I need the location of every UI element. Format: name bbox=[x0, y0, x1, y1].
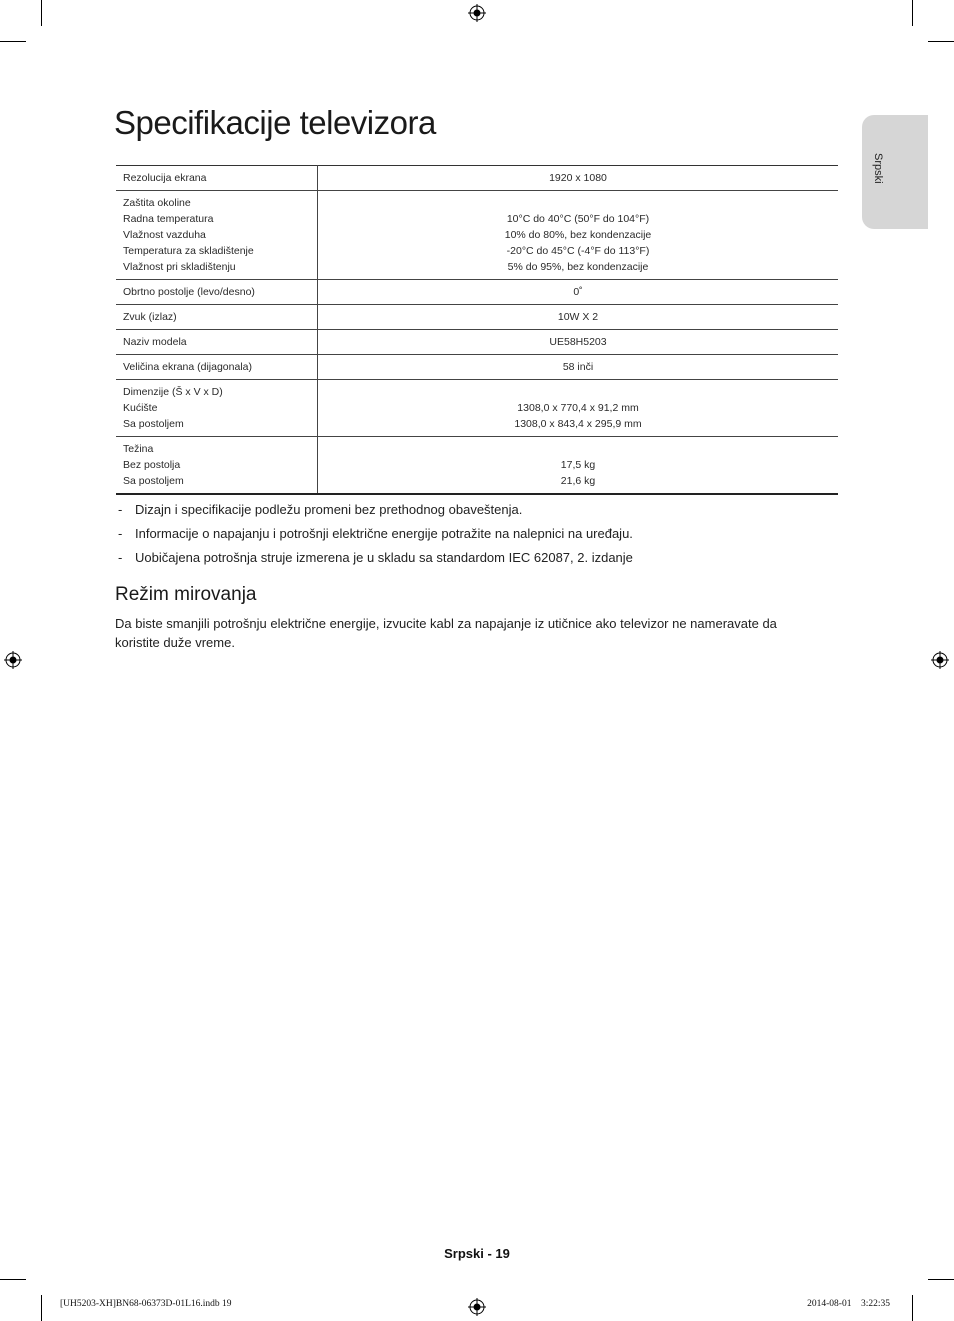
spec-value: 1308,0 x 770,4 x 91,2 mm bbox=[517, 402, 639, 414]
spec-label-cell bbox=[116, 166, 318, 191]
spec-label: Vlažnost vazduha bbox=[123, 229, 206, 241]
spec-row bbox=[116, 437, 838, 495]
dash-bullet-icon: - bbox=[118, 526, 123, 541]
crop-mark bbox=[928, 1279, 954, 1280]
spec-value-cell bbox=[318, 191, 839, 280]
note-text: Informacije o napajanju i potrošnji električne energije potražite na nalepnici na uređaju. bbox=[135, 526, 633, 541]
section-body: Da biste smanjili potrošnju električne energije, izvucite kabl za napajanje iz utičnice ako televizor ne nameravate da koristite duže vreme. bbox=[115, 616, 777, 650]
spec-value-cell bbox=[318, 437, 839, 495]
page-title: Specifikacije televizora bbox=[114, 104, 436, 141]
spec-value: 10°C do 40°C (50°F do 104°F) bbox=[506, 213, 650, 225]
spec-row bbox=[116, 191, 838, 280]
note-item bbox=[116, 498, 836, 522]
spec-value-cell bbox=[318, 280, 839, 305]
spec-value-cell bbox=[318, 380, 839, 437]
crop-mark bbox=[0, 1279, 26, 1280]
spec-value: 1920 x 1080 bbox=[549, 172, 607, 184]
spec-value: 10% do 80%, bez kondenzacije bbox=[504, 229, 652, 241]
crop-mark bbox=[41, 1295, 42, 1321]
dash-bullet-icon: - bbox=[118, 550, 123, 565]
spec-label: Vlažnost pri skladištenju bbox=[123, 261, 236, 273]
spec-label: Sa postoljem bbox=[123, 418, 184, 430]
spec-row bbox=[116, 330, 838, 355]
spec-label-cell bbox=[116, 330, 318, 355]
dash-bullet-icon: - bbox=[118, 502, 123, 517]
spec-label-cell bbox=[116, 280, 318, 305]
spec-value: UE58H5203 bbox=[549, 336, 607, 348]
spec-label: Sa postoljem bbox=[123, 475, 184, 487]
crop-mark bbox=[0, 41, 26, 42]
spec-table bbox=[116, 165, 838, 495]
crop-mark bbox=[928, 41, 954, 42]
spec-label-cell bbox=[116, 437, 318, 495]
spec-label-cell bbox=[116, 191, 318, 280]
crop-mark bbox=[41, 0, 42, 26]
spec-value-cell bbox=[318, 355, 839, 380]
crop-mark bbox=[912, 1295, 913, 1321]
spec-label: Bez postolja bbox=[123, 459, 181, 471]
spec-value: 5% do 95%, bez kondenzacije bbox=[507, 261, 649, 273]
note-text: Dizajn i specifikacije podležu promeni bez prethodnog obaveštenja. bbox=[135, 502, 523, 517]
spec-label: Naziv modela bbox=[123, 336, 187, 348]
spec-value: 58 inči bbox=[562, 361, 594, 373]
spec-label: Radna temperatura bbox=[123, 213, 214, 225]
spec-label-cell bbox=[116, 355, 318, 380]
registration-mark-icon bbox=[931, 651, 949, 669]
spec-value: 1308,0 x 843,4 x 295,9 mm bbox=[514, 418, 642, 430]
spec-label: Veličina ekrana (dijagonala) bbox=[123, 361, 252, 373]
footer-file-slug: [UH5203-XH]BN68-06373D-01L16.indb 19 bbox=[60, 1299, 232, 1309]
spec-value-cell bbox=[318, 305, 839, 330]
page-number: Srpski - 19 bbox=[444, 1246, 510, 1261]
language-tab bbox=[862, 115, 928, 229]
spec-label: Rezolucija ekrana bbox=[123, 172, 207, 184]
footer-date-slug: 2014-08-01 3:22:35 bbox=[807, 1299, 890, 1309]
section-heading: Režim mirovanja bbox=[115, 584, 257, 605]
registration-mark-icon bbox=[468, 1298, 486, 1316]
spec-value: 17,5 kg bbox=[560, 459, 596, 471]
spec-label: Zaštita okoline bbox=[123, 197, 191, 209]
notes-list bbox=[116, 498, 836, 570]
spec-value-cell bbox=[318, 166, 839, 191]
spec-value: 10W X 2 bbox=[557, 311, 599, 323]
spec-row bbox=[116, 380, 838, 437]
spec-label: Zvuk (izlaz) bbox=[123, 311, 177, 323]
spec-row bbox=[116, 355, 838, 380]
note-item bbox=[116, 522, 836, 546]
registration-mark-icon bbox=[468, 4, 486, 22]
spec-value: -20°C do 45°C (-4°F do 113°F) bbox=[506, 245, 650, 257]
crop-mark bbox=[912, 0, 913, 26]
spec-row bbox=[116, 305, 838, 330]
spec-row bbox=[116, 280, 838, 305]
spec-value-cell bbox=[318, 330, 839, 355]
spec-label: Temperatura za skladištenje bbox=[123, 245, 254, 257]
spec-label-cell bbox=[116, 380, 318, 437]
spec-label: Dimenzije (Š x V x D) bbox=[123, 386, 223, 398]
language-tab-label: Srpski bbox=[872, 153, 884, 184]
spec-label: Težina bbox=[123, 443, 154, 455]
spec-value: 0˚ bbox=[573, 286, 583, 298]
note-item bbox=[116, 546, 836, 570]
spec-row bbox=[116, 166, 838, 191]
note-text: Uobičajena potrošnja struje izmerena je u skladu sa standardom IEC 62087, 2. izdanje bbox=[135, 550, 633, 565]
registration-mark-icon bbox=[4, 651, 22, 669]
spec-label: Obrtno postolje (levo/desno) bbox=[123, 286, 255, 298]
spec-label: Kućište bbox=[123, 402, 158, 414]
spec-value: 21,6 kg bbox=[560, 475, 596, 487]
spec-label-cell bbox=[116, 305, 318, 330]
